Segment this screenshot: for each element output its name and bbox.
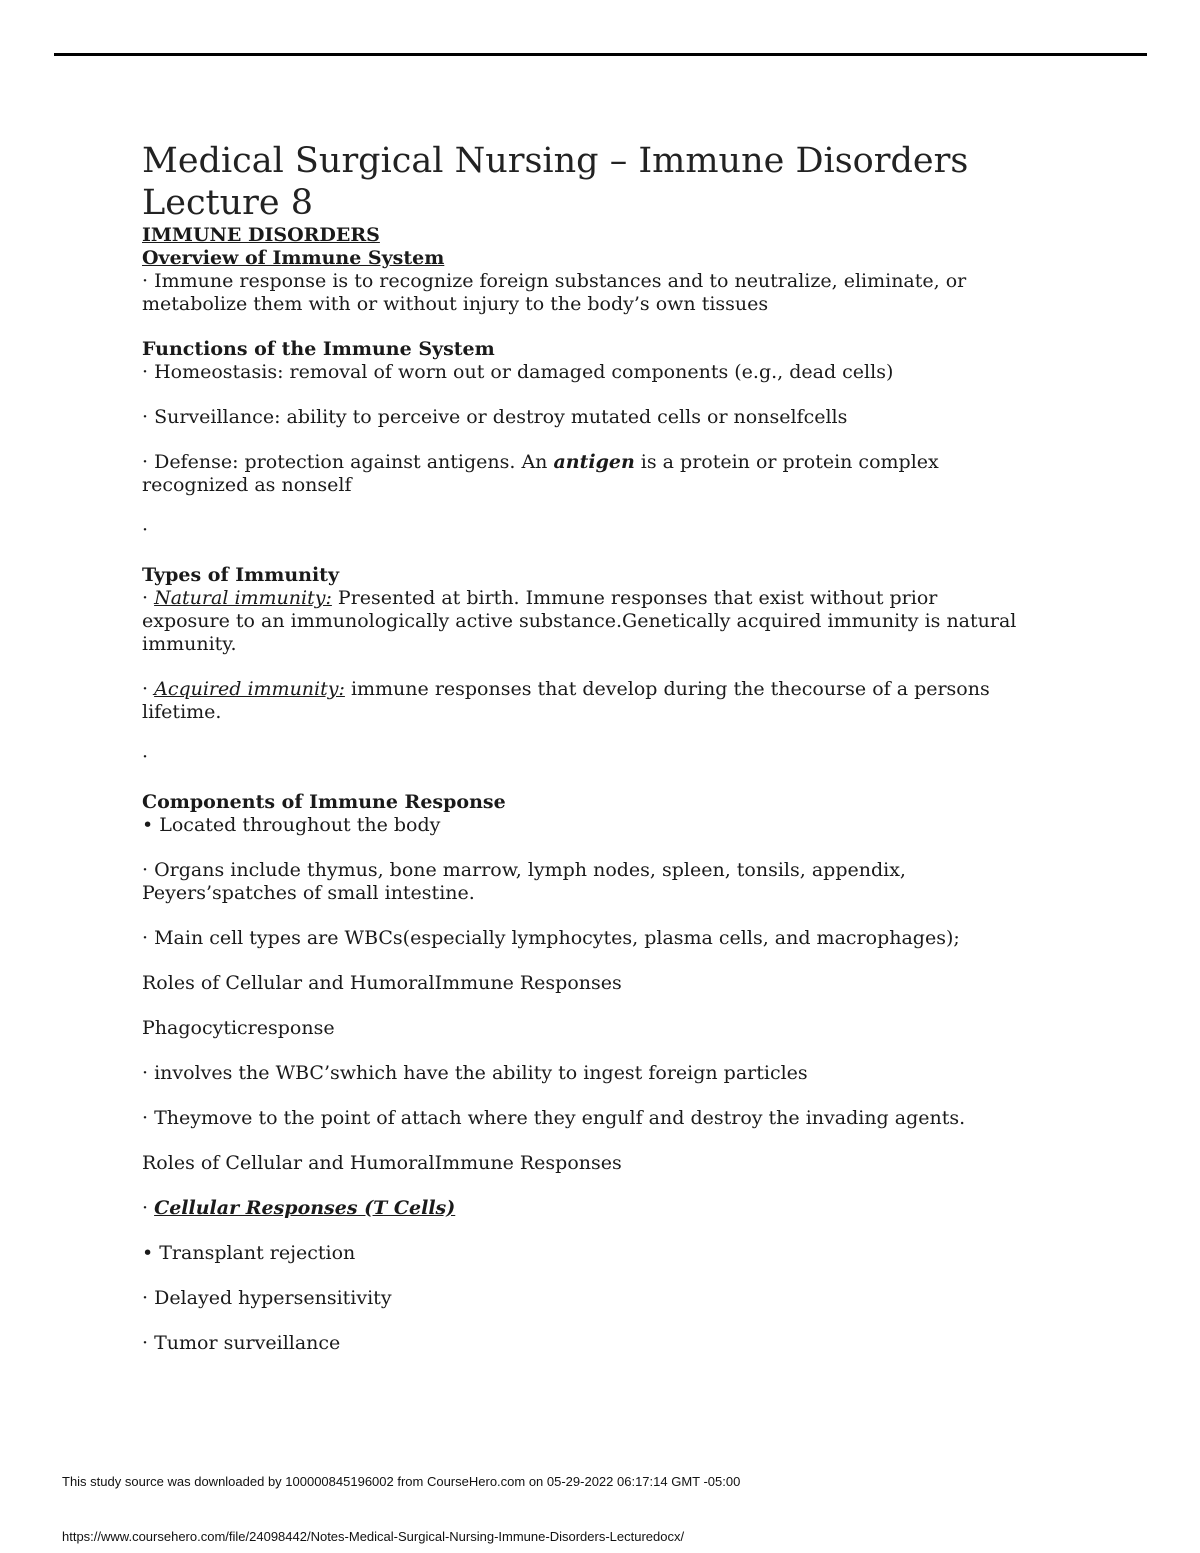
types-natural-line2: exposure to an immunologically active substance.Genetically acquired immunity is natural: [142, 610, 1017, 632]
functions-surveillance: · Surveillance: ability to perceive or destroy mutated cells or nonselfcells: [142, 406, 848, 428]
functions-defense-line1: [142, 451, 1062, 474]
natural-line1-rest: Presented at birth. Immune responses that exist without prior: [331, 587, 938, 609]
functions-empty-bullet: ·: [142, 519, 149, 541]
types-acquired-line1: [142, 678, 1062, 701]
natural-bullet: ·: [142, 587, 155, 609]
components-they-move: · Theymove to the point of attach where they engulf and destroy the invading agents.: [142, 1107, 966, 1129]
top-horizontal-rule: [54, 53, 1147, 56]
footer-url-link[interactable]: https://www.coursehero.com/file/24098442/Notes-Medical-Surgical-Nursing-Immune-Disorders-Lecturedocx/: [62, 1529, 685, 1544]
defense-suffix: is a protein or protein complex: [634, 451, 939, 473]
types-natural-line1: [142, 587, 1062, 610]
functions-defense-line2: recognized as nonself: [142, 474, 352, 496]
overview-heading: Overview of Immune System: [142, 247, 445, 269]
components-cells: · Main cell types are WBCs(especially lymphocytes, plasma cells, and macrophages);: [142, 927, 960, 949]
components-located: • Located throughout the body: [142, 814, 441, 836]
components-roles-1: Roles of Cellular and HumoralImmune Responses: [142, 972, 622, 994]
overview-line2: metabolize them with or without injury to the body’s own tissues: [142, 293, 769, 315]
components-involves: · involves the WBC’swhich have the ability to ingest foreign particles: [142, 1062, 808, 1084]
types-natural-line3: immunity.: [142, 633, 237, 655]
overview-line1: · Immune response is to recognize foreign substances and to neutralize, eliminate, or: [142, 270, 967, 292]
defense-term-antigen: antigen: [553, 451, 635, 473]
cellular-bullet: ·: [142, 1197, 155, 1219]
components-transplant: • Transplant rejection: [142, 1242, 356, 1264]
functions-homeostasis: · Homeostasis: removal of worn out or damaged components (e.g., dead cells): [142, 361, 894, 383]
footer-download-note: This study source was downloaded by 100000845196002 from CourseHero.com on 05-29-2022 06:17:14 GMT -05:00: [62, 1474, 741, 1489]
components-tumor: · Tumor surveillance: [142, 1332, 341, 1354]
acquired-line1-rest: immune responses that develop during the thecourse of a persons: [344, 678, 990, 700]
components-delayed: · Delayed hypersensitivity: [142, 1287, 392, 1309]
document-body: [142, 140, 1062, 1355]
document-title-line1: Medical Surgical Nursing – Immune Disorders: [142, 141, 969, 181]
main-heading: IMMUNE DISORDERS: [142, 224, 380, 246]
components-organs-line1: · Organs include thymus, bone marrow, lymph nodes, spleen, tonsils, appendix,: [142, 859, 906, 881]
components-roles-2: Roles of Cellular and HumoralImmune Responses: [142, 1152, 622, 1174]
defense-prefix: · Defense: protection against antigens. An: [142, 451, 554, 473]
components-phagocytic: Phagocyticresponse: [142, 1017, 335, 1039]
components-heading: Components of Immune Response: [142, 791, 506, 813]
types-heading: Types of Immunity: [142, 564, 339, 586]
components-cellular-responses: [142, 1197, 1062, 1220]
acquired-bullet: ·: [142, 678, 155, 700]
functions-heading: Functions of the Immune System: [142, 338, 495, 360]
cellular-responses-term: Cellular Responses (T Cells): [154, 1197, 456, 1219]
acquired-immunity-term: Acquired immunity:: [154, 678, 345, 700]
types-empty-bullet: ·: [142, 746, 149, 768]
types-acquired-line2: lifetime.: [142, 701, 222, 723]
natural-immunity-term: Natural immunity:: [154, 587, 332, 609]
components-organs-line2: Peyers’spatches of small intestine.: [142, 882, 475, 904]
document-title-line2: Lecture 8: [142, 183, 314, 223]
